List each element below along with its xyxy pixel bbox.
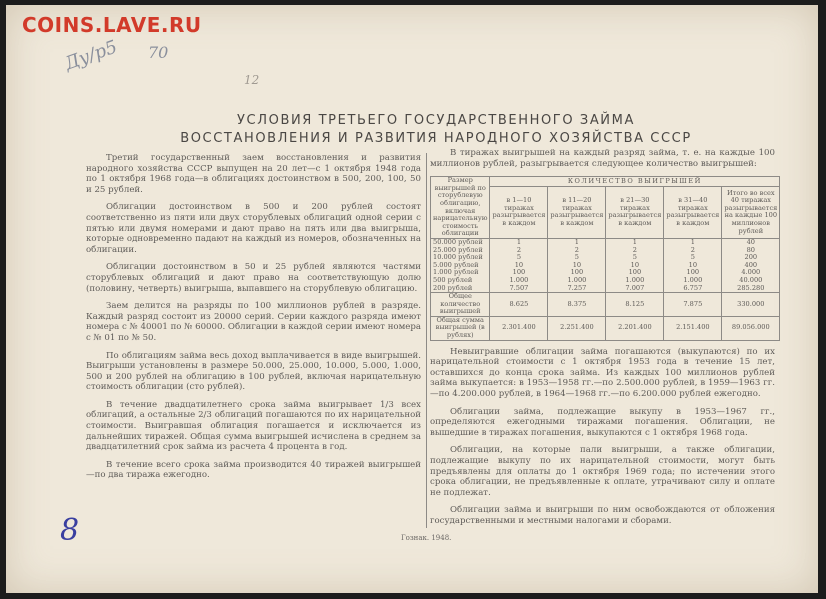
pencil-mark-3: 12	[244, 73, 260, 87]
table-total-sum-row: Общая сумма выигрышей (в рублях) 2.301.400 2.251.400 2.201.400 2.151.400 89.056.000	[431, 316, 780, 340]
table-header: Итого во всех 40 тиражах разыгрывается на каждые 100 миллионов рублей	[722, 186, 780, 238]
paragraph: Третий государственный заем восстановления и развития народного хозяйства СССР выпущен на 20 лет—с 1 октября 1948 года по 1 октября 1968 года—в облигациях достоинством в 500, 200, 100, 50 и 25 рублей.	[86, 153, 421, 195]
paragraph: Облигации займа, подлежащие выкупу в 1953—1967 гг., определяются ежегодными тиражами погашения. Облигации, не вышедшие в тиражах погашения, выкупаются с 1 октября 1968 года.	[430, 406, 775, 438]
printer-imprint: Гознак. 1948.	[401, 534, 452, 542]
pencil-mark-2: 70	[148, 43, 169, 62]
table-row: 50.000 рублей 1 1 1 1 40	[431, 238, 780, 246]
table-header: в 1—10 тиражах разыгрывается в каждом	[490, 186, 548, 238]
paragraph: По облигациям займа весь доход выплачивается в виде выигрышей. Выигрыши установлены в размере 50.000, 25.000, 10.000, 5.000, 1.000, 500 и 200 рублей на облигацию в 100 рублей, включая нарицательную стоимость облигации (сто рублей).	[86, 350, 421, 393]
table-row: 5.000 рублей 10 10 10 10 400	[431, 262, 780, 270]
title-line-1: УСЛОВИЯ ТРЕТЬЕГО ГОСУДАРСТВЕННОГО ЗАЙМА	[237, 113, 635, 128]
column-divider	[426, 153, 427, 528]
table-row: 10.000 рублей 5 5 5 5 200	[431, 254, 780, 262]
site-watermark: COINS.LAVE.RU	[22, 13, 202, 37]
table-row: 500 рублей 1.000 1.000 1.000 1.000 40.000	[431, 277, 780, 285]
paragraph: Облигации достоинством в 50 и 25 рублей являются частями сторублевых облигаций и дают право на соответствующую долю (половину, четверть) выигрыша, выпавшего на сторублевую облигацию.	[86, 262, 421, 294]
paragraph: Облигации достоинством в 500 и 200 рублей состоят соответственно из пяти или двух сторублевых облигаций одной серии с пятью или двумя номерами и дают право на пять или два выигрыша, которые одновременно падают на каждый из номеров, обозначенных на облигации.	[86, 202, 421, 255]
pencil-mark: Ду/р5	[62, 36, 121, 75]
paragraph: В течение всего срока займа производится 40 тиражей выигрышей—по два тиража ежегодно.	[86, 459, 421, 481]
table-header: в 21—30 тиражах разыгрывается в каждом	[606, 186, 664, 238]
paragraph: Облигации, на которые пали выигрыши, а также облигации, подлежащие выкупу по их нарицательной стоимости, могут быть предъявлены для оплаты до 1 октября 1969 года; по истечении этого срока облигации, не предъявленные к оплате, утрачивают силу и оплате не подлежат.	[430, 445, 775, 498]
table-header-size: Размер выигрышей по сторублевую облигацию, включая нарицательную стоимость облигации	[431, 177, 490, 239]
prize-table	[430, 176, 780, 340]
paragraph: Заем делится на разряды по 100 миллионов рублей в разряде. Каждый разряд состоит из 20000 серий. Серии каждого разряда имеют номера с № 40001 по № 60000. Облигации в каждой серии имеют номера с № 01 по № 50.	[86, 301, 421, 343]
table-row: 25.000 рублей 2 2 2 2 80	[431, 247, 780, 255]
paragraph: В течение двадцатилетнего срока займа выигрывает 1/3 всех облигаций, а остальные 2/3 облигаций погашаются по их нарицательной стоимости. Выигравшая облигация погашается и исключается из дальнейших тиражей. Общая сумма выигрышей исчислена в среднем за двадцатилетний срок займа из расчета 4 процента в год.	[86, 399, 421, 453]
title-line-2: ВОССТАНОВЛЕНИЯ И РАЗВИТИЯ НАРОДНОГО ХОЗЯЙСТВА СССР	[180, 131, 692, 146]
table-header: в 11—20 тиражах разыгрывается в каждом	[548, 186, 606, 238]
ink-mark: 8	[60, 513, 80, 548]
table-header: в 31—40 тиражах разыгрывается в каждом	[664, 186, 722, 238]
table-row: 1.000 рублей 100 100 100 100 4.000	[431, 269, 780, 277]
bond-sheet	[6, 5, 818, 593]
paragraph: Невыигравшие облигации займа погашаются (выкупаются) по их нарицательной стоимости с 1 октября 1953 года в течение 15 лет, оставшихся до конца срока займа. Из каждых 100 миллионов рублей займа выкупается: в 1953—1958 гг.—по 2.500.000 рублей, в 1959—1963 гг.—по 4.200.000 рублей, в 1964—1968 гг.—по 6.200.000 рублей ежегодно.	[430, 346, 775, 400]
right-column	[430, 148, 778, 534]
table-row: 200 рублей 7.507 7.257 7.007 6.757 285.280	[431, 285, 780, 293]
table-total-count-row: Общее количество выигрышей 8.625 8.375 8.125 7.875 330.000	[431, 293, 780, 317]
left-column	[86, 153, 421, 488]
paragraph: Облигации займа и выигрыши по ним освобождаются от обложения государственными и местными налогами и сборами.	[430, 505, 775, 526]
table-intro: В тиражах выигрышей на каждый разряд займа, т. е. на каждые 100 миллионов рублей, разыгрывается следующее количество выигрышей:	[430, 148, 775, 169]
table-header-group: КОЛИЧЕСТВО ВЫИГРЫШЕЙ	[490, 177, 780, 187]
